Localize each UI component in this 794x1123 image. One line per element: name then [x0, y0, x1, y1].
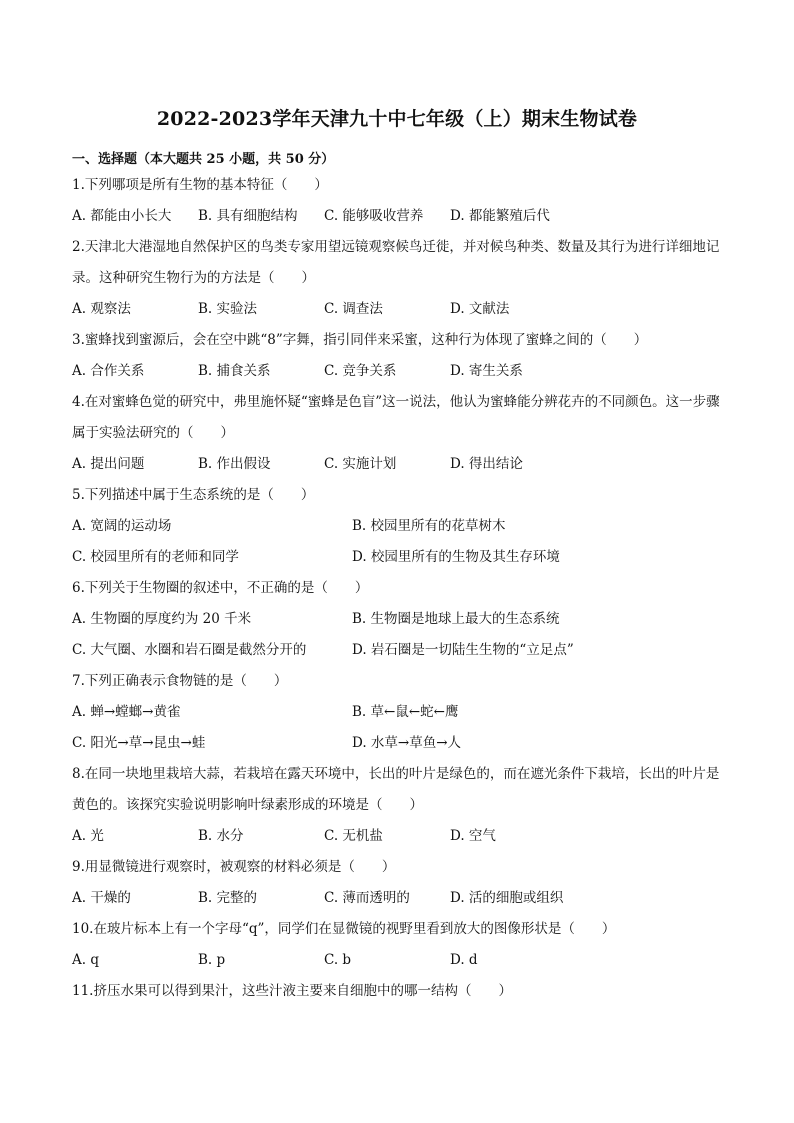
question-item [72, 170, 722, 232]
page-title: 2022-2023学年天津九十中七年级（上）期末生物试卷 [156, 108, 638, 130]
answer-option: C. 校园里所有的老师和同学 [72, 549, 239, 565]
answer-option: C. 调查法 [324, 301, 383, 317]
answer-option: B. 作出假设 [198, 456, 271, 472]
question-item [72, 759, 722, 852]
section-heading: 一、选择题（本大题共 25 小题，共 50 分） [72, 152, 335, 167]
question-item [72, 976, 722, 1007]
answer-option: C. 能够吸收营养 [324, 208, 424, 224]
question-text: 7.下列正确表示食物链的是（ ） [72, 673, 288, 689]
answer-options [72, 449, 722, 480]
answer-option: D. 水草→草鱼→人 [352, 735, 462, 751]
answer-option: A. 光 [72, 828, 104, 844]
answer-option: C. 阳光→草→昆虫→蛙 [72, 735, 206, 751]
answer-option: B. 草←鼠←蛇←鹰 [352, 704, 459, 720]
answer-option: B. 完整的 [198, 890, 258, 906]
question-text: 9.用显微镜进行观察时，被观察的材料必须是（ ） [72, 859, 396, 875]
answer-options [72, 821, 722, 852]
answer-option: A. 合作关系 [72, 363, 145, 379]
answer-option: A. 提出问题 [72, 456, 145, 472]
answer-options [72, 945, 722, 976]
answer-options [72, 201, 722, 232]
question-item [72, 480, 722, 573]
answer-option: D. 活的细胞或组织 [450, 890, 564, 906]
answer-option: A. 生物圈的厚度约为 20 千米 [72, 611, 252, 627]
question-item [72, 914, 722, 976]
answer-option: C. 无机盐 [324, 828, 383, 844]
answer-option: D. 岩石圈是一切陆生生物的“立足点” [352, 642, 574, 658]
question-text: 3.蜜蜂找到蜜源后，会在空中跳“8”字舞，指引同伴来采蜜，这种行为体现了蜜蜂之间的（ ） [72, 332, 648, 348]
question-list [72, 170, 722, 1007]
question-text: 11.挤压水果可以得到果汁，这些汁液主要来自细胞中的哪一结构（ ） [72, 983, 512, 999]
answer-option: B. 具有细胞结构 [198, 208, 298, 224]
answer-option: B. p [198, 952, 226, 968]
answer-option: D. 得出结论 [450, 456, 523, 472]
answer-option: A. q [72, 952, 99, 968]
answer-option: A. 宽阔的运动场 [72, 518, 172, 534]
answer-options [72, 697, 722, 759]
question-text: 6.下列关于生物圈的叙述中，不正确的是（ ） [72, 580, 369, 596]
answer-option: B. 实验法 [198, 301, 258, 317]
answer-option: C. 薄而透明的 [324, 890, 410, 906]
answer-option: A. 蝉→螳螂→黄雀 [72, 704, 181, 720]
question-text: 10.在玻片标本上有一个字母“q”，同学们在显微镜的视野里看到放大的图像形状是（ ） [72, 921, 616, 937]
answer-options [72, 294, 722, 325]
answer-option: B. 校园里所有的花草树木 [352, 518, 506, 534]
answer-option: C. 大气圈、水圈和岩石圈是截然分开的 [72, 642, 307, 658]
question-text: 8.在同一块地里栽培大蒜，若栽培在露天环境中，长出的叶片是绿色的，而在遮光条件下栽培，长出的叶片是黄色的。该探究实验说明影响叶绿素形成的环境是（ ） [72, 766, 720, 813]
question-text: 5.下列描述中属于生态系统的是（ ） [72, 487, 315, 503]
answer-option: A. 都能由小长大 [72, 208, 172, 224]
answer-option: B. 水分 [198, 828, 244, 844]
question-item [72, 325, 722, 387]
answer-option: C. b [324, 952, 352, 968]
question-text: 2.天津北大港湿地自然保护区的鸟类专家用望远镜观察候鸟迁徙，并对候鸟种类、数量及其行为进行详细地记录。这种研究生物行为的方法是（ ） [72, 239, 720, 286]
answer-option: D. d [450, 952, 478, 968]
answer-options [72, 604, 722, 666]
answer-option: B. 捕食关系 [198, 363, 271, 379]
question-item [72, 387, 722, 480]
answer-option: D. 都能繁殖后代 [450, 208, 550, 224]
question-item [72, 573, 722, 666]
answer-option: D. 校园里所有的生物及其生存环境 [352, 549, 560, 565]
answer-option: A. 干燥的 [72, 890, 131, 906]
answer-option: C. 实施计划 [324, 456, 397, 472]
answer-options [72, 883, 722, 914]
answer-options [72, 356, 722, 387]
answer-option: D. 空气 [450, 828, 496, 844]
question-text: 1.下列哪项是所有生物的基本特征（ ） [72, 177, 328, 193]
question-text: 4.在对蜜蜂色觉的研究中，弗里施怀疑“蜜蜂是色盲”这一说法，他认为蜜蜂能分辨花卉的不同颜色。这一步骤属于实验法研究的（ ） [72, 394, 720, 441]
question-item [72, 852, 722, 914]
answer-option: C. 竞争关系 [324, 363, 397, 379]
answer-option: A. 观察法 [72, 301, 131, 317]
question-item [72, 666, 722, 759]
answer-option: D. 寄生关系 [450, 363, 523, 379]
answer-options [72, 511, 722, 573]
question-item [72, 232, 722, 325]
answer-option: B. 生物圈是地球上最大的生态系统 [352, 611, 560, 627]
answer-option: D. 文献法 [450, 301, 510, 317]
